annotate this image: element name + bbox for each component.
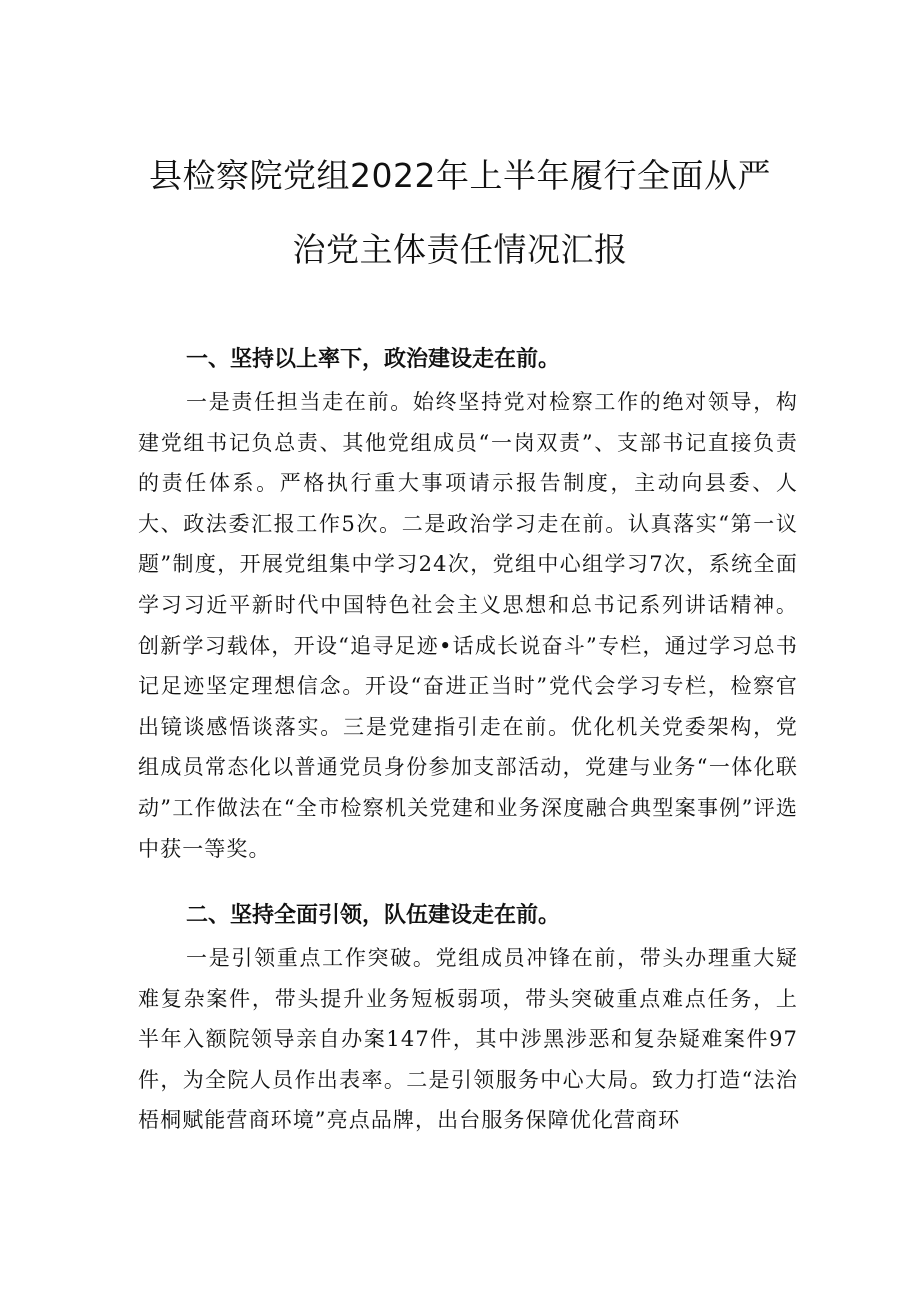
section-2-paragraph: 一是引领重点工作突破。党组成员冲锋在前，带头办理重大疑难复杂案件，带头提升业务短板弱项，带头突破重点难点任务，上半年入额院领导亲自办案147件，其中涉黑涉恶和复杂疑难案件97件，为全院人员作出表率。二是引领服务中心大局。致力打造“法治梧桐赋能营商环境”亮点品牌，出台服务保障优化营商环 [138,946,798,1133]
document-title-line-1: 县检察院党组2022年上半年履行全面从严 [149,156,771,195]
section-1-heading: 一、坚持以上率下，政治建设走在前。 [186,347,561,372]
section-2-heading: 二、坚持全面引领，队伍建设走在前。 [186,903,561,928]
section-1-paragraph: 一是责任担当走在前。始终坚持党对检察工作的绝对领导，构建党组书记负总责、其他党组成员“一岗双责”、支部书记直接负责的责任体系。严格执行重大事项请示报告制度，主动向县委、人大、政法委汇报工作5次。二是政治学习走在前。认真落实“第一议题”制度，开展党组集中学习24次，党组中心组学习7次，系统全面学习习近平新时代中国特色社会主义思想和总书记系列讲话精神。创新学习载体，开设“追寻足迹•话成长说奋斗”专栏，通过学习总书记足迹坚定理想信念。开设“奋进正当时”党代会学习专栏，检察官出镜谈感悟谈落实。三是党建指引走在前。优化机关党委架构，党组成员常态化以普通党员身份参加支部活动，党建与业务“一体化联动”工作做法在“全市检察机关党建和业务深度融合典型案事例”评选中获一等奖。 [138,390,798,861]
document-title-line-2: 治党主体责任情况汇报 [292,230,628,269]
